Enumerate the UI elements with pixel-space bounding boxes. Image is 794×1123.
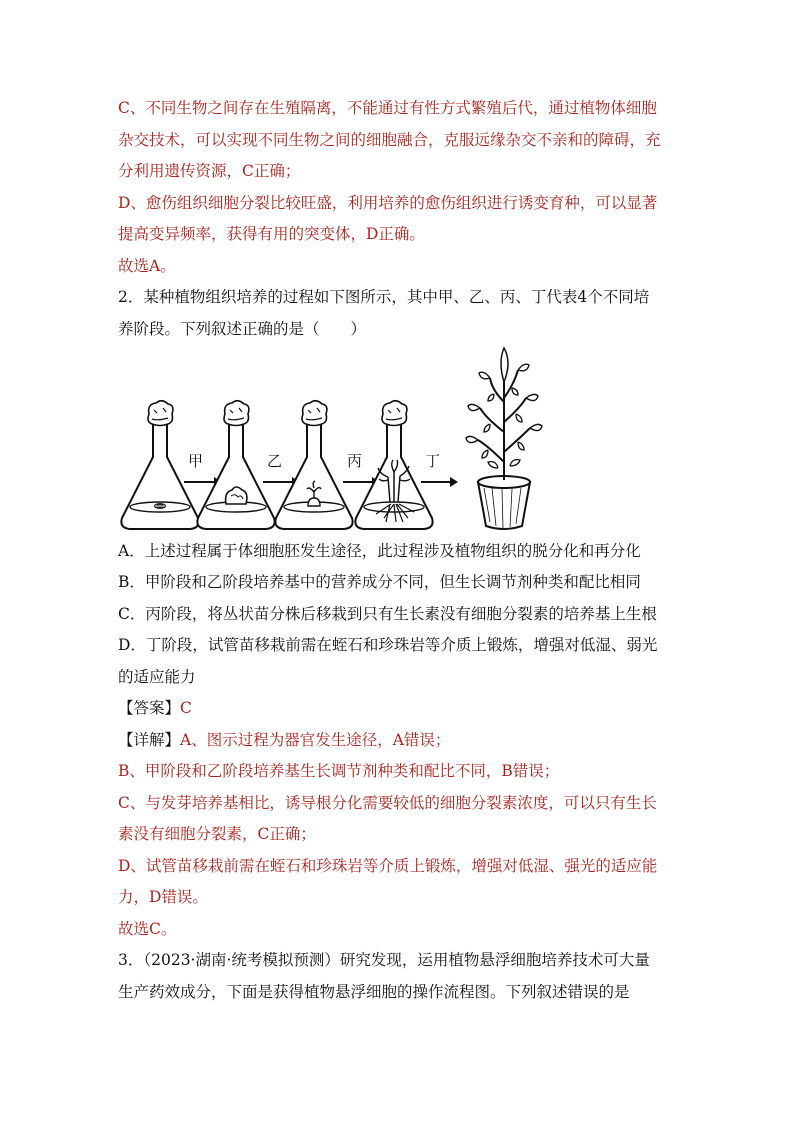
question3-stem-line2: 生产药效成分，下面是获得植物悬浮细胞的操作流程图。下列叙述错误的是 — [118, 983, 630, 1001]
stage-label-jia: 甲 — [188, 452, 204, 470]
explanation-c-line1: C、不同生物之间存在生殖隔离，不能通过有性方式繁殖后代，通过植物体细胞 — [118, 99, 657, 117]
stage-label-yi: 乙 — [267, 452, 283, 470]
detail-b: B、甲阶段和乙阶段培养基生长调节剂种类和配比不同，B错误； — [118, 762, 560, 780]
option-c: C．丙阶段，将丛状苗分株后移栽到只有生长素没有细胞分裂素的培养基上生根 — [118, 605, 657, 623]
potted-plant — [466, 348, 542, 529]
explanation-d-line1: D、愈伤组织细胞分裂比较旺盛，利用培养的愈伤组织进行诱变育种，可以显著 — [118, 194, 658, 212]
explanation-c-line2: 杂交技术，可以实现不同生物之间的细胞融合，克服远缘杂交不亲和的障碍，充 — [118, 131, 661, 149]
option-a: A．上述过程属于体细胞胚发生途径，此过程涉及植物组织的脱分化和再分化 — [118, 542, 641, 560]
question2-stem-line2: 养阶段。下列叙述正确的是（ ） — [118, 320, 367, 338]
explanation-conclusion: 故选A。 — [118, 257, 176, 275]
detail-tag: 【详解】 — [118, 731, 181, 749]
stage-arrow-4 — [421, 452, 458, 487]
explanation-c-line3: 分利用遗传资源，C正确； — [118, 162, 301, 180]
tissue-culture-diagram — [118, 342, 698, 532]
answer-value: C — [180, 699, 192, 717]
explanation-d-line2: 提高变异频率，获得有用的突变体，D正确。 — [118, 225, 425, 243]
detail-a: A、图示过程为器官发生途径，A错误； — [180, 731, 451, 749]
detail-d-line2: 力，D错误。 — [118, 888, 208, 906]
detail-c-line2: 素没有细胞分裂素，C正确； — [118, 825, 316, 843]
answer-line — [118, 698, 688, 718]
detail-c-line1: C、与发芽培养基相比，诱导根分化需要较低的细胞分裂素浓度，可以只有生长 — [118, 794, 657, 812]
flask-callus — [197, 401, 274, 529]
question3-stem-line1: 3．（2023·湖南·统考模拟预测）研究发现，运用植物悬浮细胞培养技术可大量 — [118, 951, 650, 969]
detail-a-line — [118, 730, 688, 750]
stage-label-ding: 丁 — [425, 452, 441, 470]
flask-shoot — [275, 401, 352, 529]
tissue-culture-figure — [118, 342, 698, 532]
detail-conclusion: 故选C。 — [118, 920, 177, 938]
flask-rooted-plantlet — [355, 401, 432, 529]
option-d-line1: D．丁阶段，试管苗移栽前需在蛭石和珍珠岩等介质上锻炼，增强对低湿、弱光 — [118, 636, 658, 654]
option-b: B．甲阶段和乙阶段培养基中的营养成分不同，但生长调节剂种类和配比相同 — [118, 573, 641, 591]
answer-tag: 【答案】 — [118, 699, 181, 717]
stage-label-bing: 丙 — [347, 452, 363, 470]
question2-stem-line1: 2．某种植物组织培养的过程如下图所示，其中甲、乙、丙、丁代表4个不同培 — [118, 288, 650, 306]
detail-d-line1: D、试管苗移栽前需在蛭石和珍珠岩等介质上锻炼，增强对低湿、强光的适应能 — [118, 857, 658, 875]
option-d-line2: 的适应能力 — [118, 668, 196, 686]
